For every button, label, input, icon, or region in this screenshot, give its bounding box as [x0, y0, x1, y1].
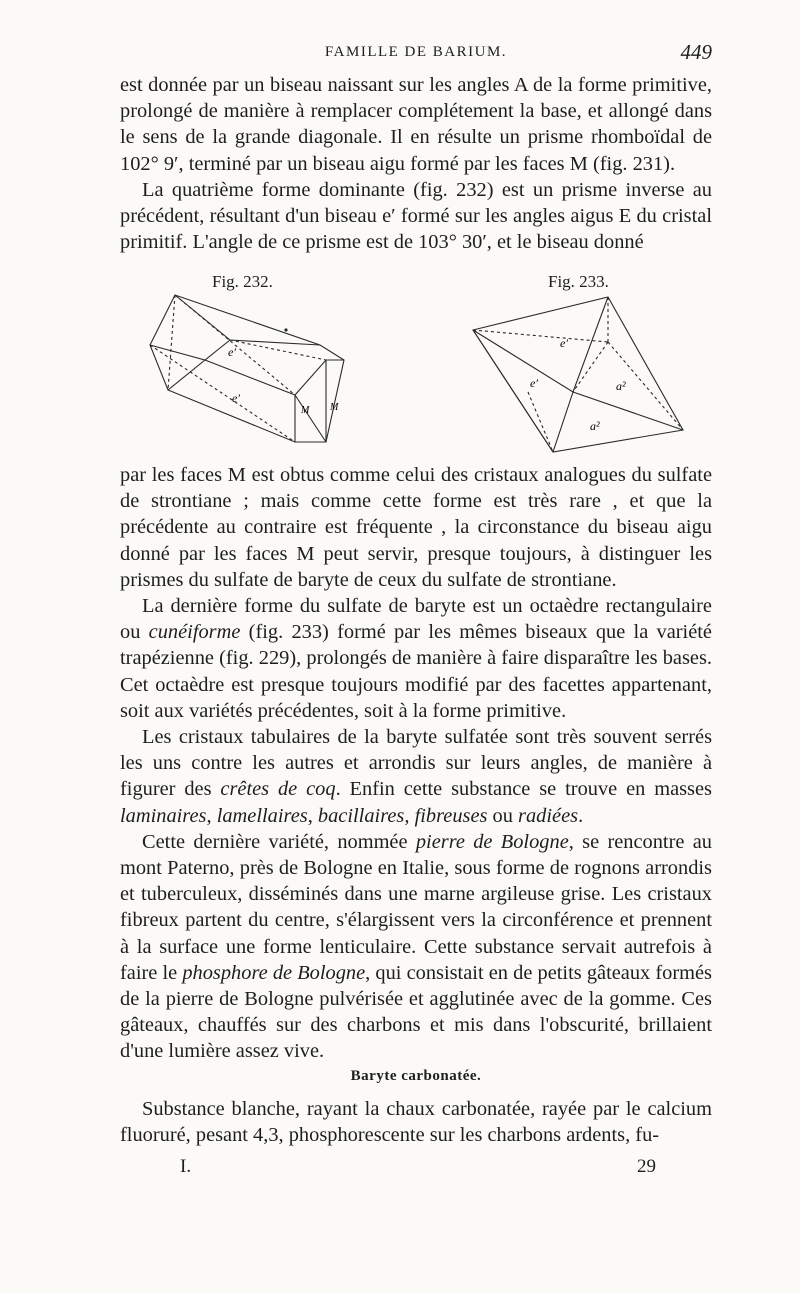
fig-232-label-m-left: M — [301, 405, 310, 416]
tabulaires-term-lamellaires: lamellaires — [216, 804, 308, 827]
bologne-text-3: , qui consistait en de petits gâteaux formés de la pierre de Bologne pulvérisée et agglutinée avec de la gomme. Ces gâteaux, chauffés sur des charbons et mis dans l'obscurité, brillaient d'une lumière assez vive. — [120, 961, 712, 1063]
fig-233-label: Fig. 233. — [548, 272, 609, 291]
octaedre-term-cuneiforme: cunéiforme — [148, 621, 241, 644]
tabulaires-term-radiees: radiées — [518, 804, 579, 827]
octaedre-text-2: (fig. 233) formé par les mêmes biseaux que la variété trapézienne (fig. 229), prolongés de manière à faire disparaître les bases. Cet octaèdre est presque toujours modifié par des facettes appartenant, soit aux variétés précédentes, soit à la forme primitive. — [120, 621, 712, 722]
tabulaires-term-fibreuses: fibreuses — [414, 804, 488, 827]
page-footer — [120, 1156, 712, 1182]
bologne-text-2: , se rencontre au mont Paterno, près de Bologne en Italie, sous forme de rognons arrondis et tuberculeux, disséminés dans une marne argileuse grise. Les cristaux fibreux partent du centre, s'élargissent vers la circonférence et prennent à la surface une forme lenticulaire. Cette substance servait autrefois à faire le — [120, 830, 712, 984]
page-number: 449 — [680, 40, 712, 64]
text-block-carbonatee — [120, 1096, 712, 1148]
running-title: FAMILLE DE BARIUM. — [324, 44, 508, 60]
paragraph-1: est donnée par un biseau naissant sur les angles A de la forme primitive, prolongé de manière à remplacer complétement la base, et allongé dans le sens de la grande diagonale. Il en résulte un prisme rhomboïdal de 102° 9′, terminé par un biseau aigu formé par les faces M (fig. 231). — [120, 74, 712, 175]
paragraph-3: par les faces M est obtus comme celui des cristaux analogues du sulfate de strontiane ; mais comme cette forme est très rare , et que la précédente au contraire est fréquente , la circonstance du biseau aigu donné par les faces M peut servir, presque toujours, à distinguer les prismes du sulfate de baryte de ceux du sulfate de strontiane. — [120, 464, 712, 591]
tabulaires-text-5: , — [404, 804, 415, 827]
section-title: Baryte carbonatée. — [350, 1068, 482, 1084]
fig-232-label: Fig. 232. — [212, 272, 273, 291]
fig-233-label-e-top: e′ — [560, 336, 568, 350]
tabulaires-text-3: , — [206, 804, 217, 827]
page-header — [120, 40, 712, 70]
fig-232-outline — [150, 295, 344, 442]
fig-233-outline — [473, 297, 683, 452]
tabulaires-text-7: . — [578, 804, 584, 827]
tabulaires-text-2: . Enfin cette substance se trouve en masses — [335, 778, 712, 801]
fig-232-label-m-right: M — [330, 402, 339, 413]
paragraph-carbonatee: Substance blanche, rayant la chaux carbonatée, rayée par le calcium fluoruré, pesant 4,3, phosphorescente sur les charbons ardents, fu- — [120, 1098, 712, 1147]
octaedre-text-1: La dernière forme du sulfate de baryte est un octaèdre rectangulaire ou — [120, 595, 712, 644]
tabulaires-text-1: Les cristaux tabulaires de la baryte sulfatée sont très souvent serrés les uns contre les autres et arrondis sur leurs angles, de manière à figurer des — [120, 726, 712, 801]
bologne-term-phosphore: phosphore de Bologne — [182, 961, 366, 984]
fig-233-crystal-diagram — [468, 292, 698, 462]
tabulaires-term-cretes: crêtes de coq — [220, 778, 336, 801]
fig-232-crystal-diagram — [140, 290, 370, 460]
volume-number: I. — [180, 1156, 192, 1177]
fig-232-label-e-front: e′ — [232, 391, 240, 405]
text-block-top — [120, 72, 712, 255]
fig-233-label-a-right: a² — [616, 379, 626, 393]
paragraph-tabulaires — [120, 724, 712, 829]
signature-mark: 29 — [637, 1156, 656, 1177]
paragraph-octaedre — [120, 593, 712, 724]
bologne-text-1: Cette dernière variété, nommée — [142, 830, 416, 853]
text-block-bottom — [120, 462, 712, 1065]
fig-232-label-e-top: e′ — [228, 345, 236, 359]
tabulaires-text-6: ou — [487, 804, 519, 827]
paragraph-2: La quatrième forme dominante (fig. 232) est un prisme inverse au précédent, résultant d'un biseau e′ formé sur les angles aigus E du cristal primitif. L'angle de ce prisme est de 103° 30′, et le biseau donné — [120, 178, 712, 254]
tabulaires-term-laminaires: laminaires — [120, 804, 207, 827]
paragraph-bologne — [120, 829, 712, 1065]
tabulaires-text-4: , — [307, 804, 318, 827]
tabulaires-term-bacillaires: bacillaires — [317, 804, 405, 827]
fig-233-label-e-left: e′ — [530, 376, 538, 390]
bologne-term-pierre: pierre de Bologne — [415, 830, 569, 853]
fig-233-label-a-bottom: a² — [590, 419, 600, 433]
